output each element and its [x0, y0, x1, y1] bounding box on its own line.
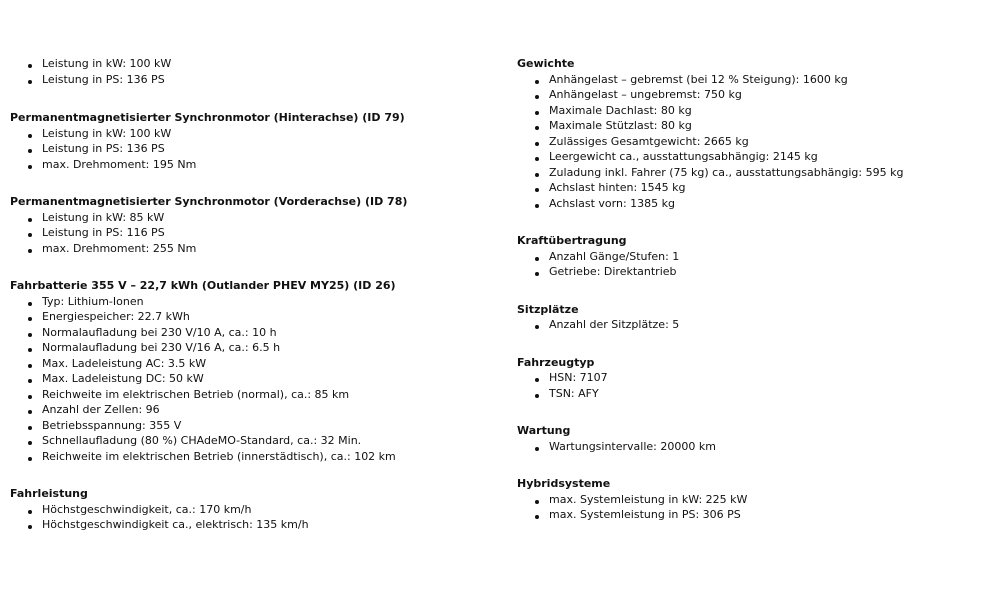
spec-column-left [10, 56, 490, 555]
spec-section-weights [517, 56, 987, 211]
spec-item: Normalaufladung bei 230 V/10 A, ca.: 10 h [26, 325, 490, 341]
spec-section-power-front [10, 56, 490, 87]
spec-list [10, 502, 490, 533]
spec-section-performance [10, 486, 490, 533]
spec-item: max. Drehmoment: 255 Nm [26, 241, 490, 257]
spec-list [10, 126, 490, 173]
spec-item: Leistung in PS: 136 PS [26, 72, 490, 88]
spec-section-battery [10, 278, 490, 464]
spec-section-maintenance [517, 423, 987, 454]
spec-item: Anzahl der Sitzplätze: 5 [533, 317, 987, 333]
spec-item: Höchstgeschwindigkeit ca., elektrisch: 135 km/h [26, 517, 490, 533]
spec-item: Zuladung inkl. Fahrer (75 kg) ca., ausstattungsabhängig: 595 kg [533, 165, 987, 181]
spec-item: Betriebsspannung: 355 V [26, 418, 490, 434]
spec-section-hybrid-systems [517, 476, 987, 523]
spec-item: Schnellaufladung (80 %) CHAdeMO-Standard, ca.: 32 Min. [26, 433, 490, 449]
spec-list [10, 294, 490, 465]
spec-item: Leistung in PS: 116 PS [26, 225, 490, 241]
spec-item: Leistung in PS: 136 PS [26, 141, 490, 157]
section-heading: Hybridsysteme [517, 477, 611, 490]
spec-list [517, 72, 987, 212]
spec-item: Maximale Dachlast: 80 kg [533, 103, 987, 119]
spec-item: Typ: Lithium-Ionen [26, 294, 490, 310]
section-heading: Sitzplätze [517, 302, 579, 316]
section-heading: Permanentmagnetisierter Synchronmotor (Hinterachse) (ID 79) [10, 111, 405, 124]
section-heading: Permanentmagnetisierter Synchronmotor (Vorderachse) (ID 78) [10, 195, 408, 208]
spec-list [10, 56, 490, 87]
spec-item: HSN: 7107 [533, 370, 987, 386]
section-heading: Wartung [517, 424, 571, 437]
spec-item: Normalaufladung bei 230 V/16 A, ca.: 6.5 h [26, 340, 490, 356]
spec-item: TSN: AFY [533, 386, 987, 402]
spec-item: max. Systemleistung in kW: 225 kW [533, 492, 987, 508]
spec-item: Getriebe: Direktantrieb [533, 264, 987, 280]
spec-item: Anhängelast – ungebremst: 750 kg [533, 87, 987, 103]
section-heading: Fahrleistung [10, 487, 88, 500]
section-heading: Fahrzeugtyp [517, 355, 595, 369]
spec-item: Höchstgeschwindigkeit, ca.: 170 km/h [26, 502, 490, 518]
spec-item: Anzahl Gänge/Stufen: 1 [533, 249, 987, 265]
spec-section-transmission [517, 233, 987, 280]
spec-item: Reichweite im elektrischen Betrieb (normal), ca.: 85 km [26, 387, 490, 403]
spec-list [517, 370, 987, 401]
spec-column-right [517, 56, 987, 545]
spec-item: Reichweite im elektrischen Betrieb (innerstädtisch), ca.: 102 km [26, 449, 490, 465]
section-heading: Kraftübertragung [517, 234, 627, 247]
spec-item: Leistung in kW: 100 kW [26, 126, 490, 142]
spec-section-vehicle-type [517, 355, 987, 402]
spec-item: Max. Ladeleistung DC: 50 kW [26, 371, 490, 387]
spec-item: Maximale Stützlast: 80 kg [533, 118, 987, 134]
spec-list [517, 249, 987, 280]
section-heading: Fahrbatterie 355 V – 22,7 kWh (Outlander PHEV MY25) (ID 26) [10, 279, 396, 292]
spec-item: max. Drehmoment: 195 Nm [26, 157, 490, 173]
spec-item: Leistung in kW: 85 kW [26, 210, 490, 226]
spec-list [517, 439, 987, 455]
spec-list [517, 492, 987, 523]
spec-item: Zulässiges Gesamtgewicht: 2665 kg [533, 134, 987, 150]
spec-list [10, 210, 490, 257]
section-heading: Gewichte [517, 57, 575, 70]
spec-item: Energiespeicher: 22.7 kWh [26, 309, 490, 325]
spec-item: Max. Ladeleistung AC: 3.5 kW [26, 356, 490, 372]
spec-item: Anzahl der Zellen: 96 [26, 402, 490, 418]
spec-list [517, 317, 987, 333]
spec-item: Achslast hinten: 1545 kg [533, 180, 987, 196]
spec-section-rear-motor [10, 110, 490, 172]
spec-item: Wartungsintervalle: 20000 km [533, 439, 987, 455]
spec-section-seats [517, 302, 987, 333]
spec-section-front-motor [10, 194, 490, 256]
spec-item: Achslast vorn: 1385 kg [533, 196, 987, 212]
spec-item: Leistung in kW: 100 kW [26, 56, 490, 72]
spec-item: max. Systemleistung in PS: 306 PS [533, 507, 987, 523]
spec-item: Anhängelast – gebremst (bei 12 % Steigung): 1600 kg [533, 72, 987, 88]
spec-item: Leergewicht ca., ausstattungsabhängig: 2145 kg [533, 149, 987, 165]
